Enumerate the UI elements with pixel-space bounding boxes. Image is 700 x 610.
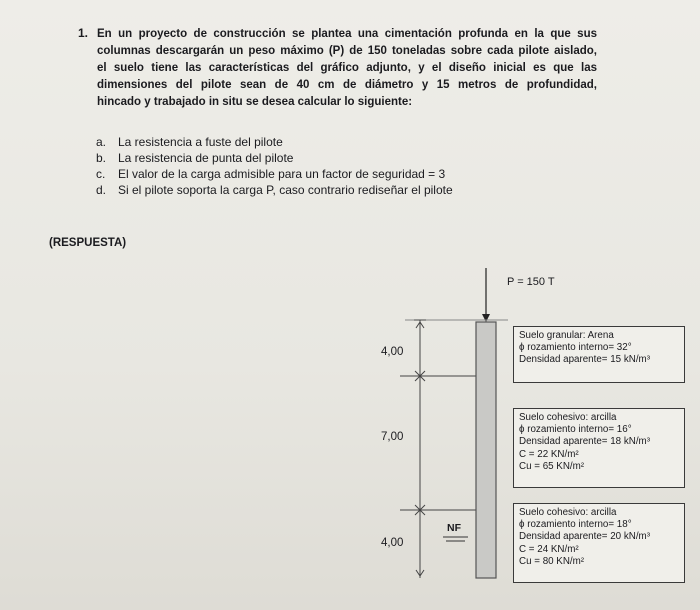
- task-text: Si el pilote soporta la carga P, caso contrario rediseñar el pilote: [118, 183, 453, 197]
- task-letter: b.: [96, 151, 107, 165]
- task-letter: c.: [96, 167, 106, 181]
- task-text: La resistencia a fuste del pilote: [118, 135, 283, 149]
- task-letter: a.: [96, 135, 107, 149]
- task-letter: d.: [96, 183, 107, 197]
- soil-prop: Suelo granular: Arena: [519, 330, 614, 341]
- load-arrow-head: [482, 314, 490, 322]
- statement-line: columnas descargarán un peso máximo (P) de 150 toneladas sobre cada pilote aislado,: [97, 45, 597, 57]
- soil-prop: Cu = 65 KN/m²: [519, 460, 585, 472]
- question-number: 1.: [78, 26, 89, 40]
- soil-prop: C = 22 KN/m²: [519, 448, 579, 460]
- statement-line: hincado y trabajado in situ se desea calcular lo siguiente:: [97, 96, 413, 108]
- soil-prop: ϕ rozamiento interno= 32°: [519, 342, 632, 354]
- pile-shaft: [476, 322, 496, 578]
- statement-line: dimensiones del pilote sean de 40 cm de diámetro y 15 metros de profundidad,: [97, 79, 597, 91]
- answer-heading: (RESPUESTA): [49, 237, 127, 249]
- soil-prop: ϕ rozamiento interno= 16°: [519, 424, 632, 436]
- depth-layer-1: 4,00: [381, 346, 404, 358]
- soil-layer-2-box: [513, 408, 685, 488]
- statement-line: En un proyecto de construcción se plantea una cimentación profunda en la que sus: [97, 28, 597, 40]
- soil-prop: Densidad aparente= 15 kN/m³: [519, 354, 650, 366]
- soil-prop: ϕ rozamiento interno= 18°: [519, 519, 632, 531]
- depth-layer-3: 4,00: [381, 537, 404, 549]
- task-text: La resistencia de punta del pilote: [118, 151, 294, 165]
- load-label: P = 150 T: [507, 276, 555, 288]
- soil-prop: Suelo cohesivo: arcilla: [519, 412, 617, 423]
- task-text: El valor de la carga admisible para un factor de seguridad = 3: [118, 167, 446, 181]
- depth-layer-2: 7,00: [381, 431, 404, 443]
- soil-prop: Suelo cohesivo: arcilla: [519, 507, 617, 518]
- soil-prop: Densidad aparente= 20 kN/m³: [519, 531, 650, 543]
- soil-prop: Densidad aparente= 18 kN/m³: [519, 436, 650, 448]
- soil-prop: C = 24 KN/m²: [519, 543, 579, 555]
- water-table-label: NF: [447, 522, 461, 534]
- soil-prop: Cu = 80 KN/m²: [519, 555, 585, 567]
- soil-layer-1-box: [513, 326, 685, 383]
- soil-layer-3-box: [513, 503, 685, 583]
- statement-line: el suelo tiene las características del gráfico adjunto, y el diseño inicial es que las: [97, 62, 597, 74]
